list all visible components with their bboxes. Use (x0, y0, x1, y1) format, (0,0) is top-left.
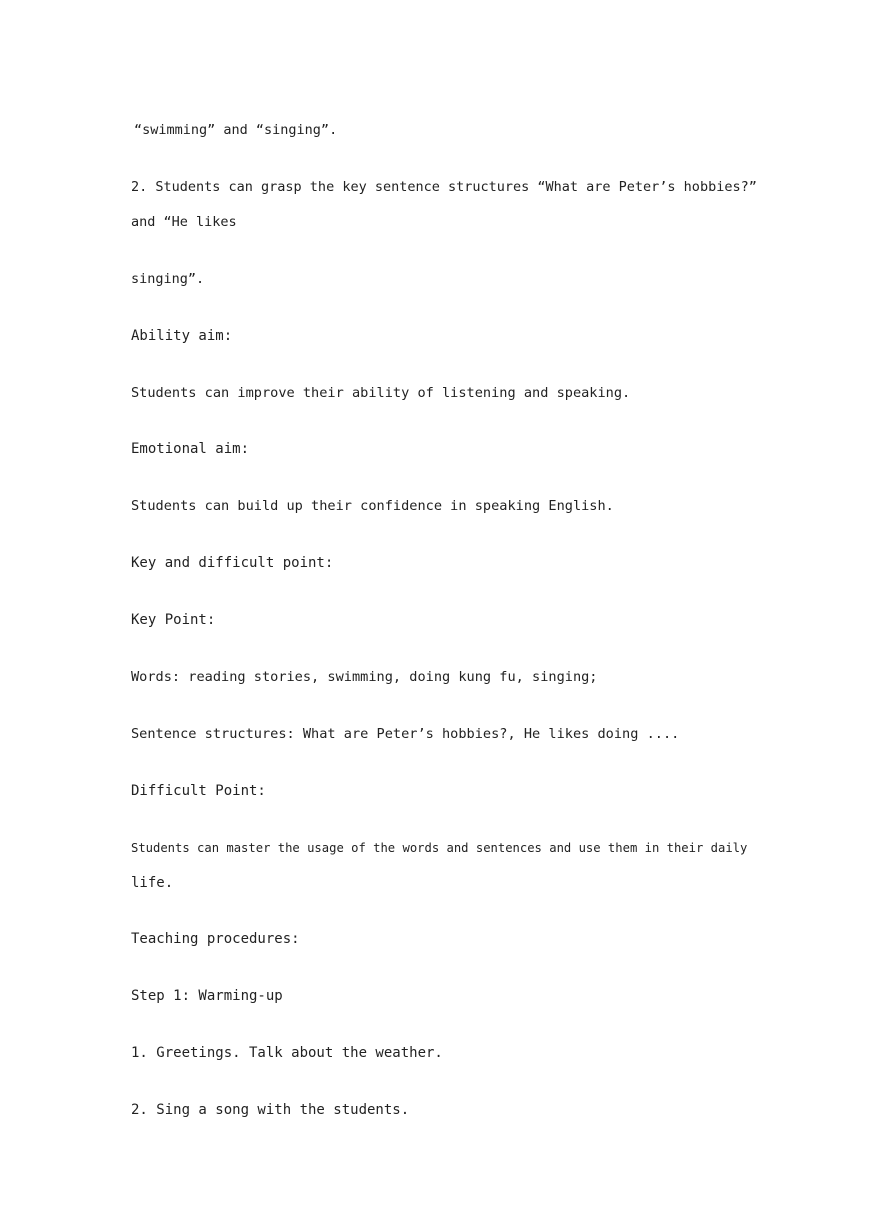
text-line-sing-song: 2. Sing a song with the students. (131, 1102, 410, 1118)
text-line-difficult: Students can master the usage of the words and sentences and use them in their daily (131, 841, 748, 855)
text-line-greetings: 1. Greetings. Talk about the weather. (131, 1045, 443, 1061)
heading-key-difficult: Key and difficult point: (131, 555, 334, 571)
text-line-aim-2-end: singing”. (131, 271, 205, 287)
heading-difficult-point: Difficult Point: (131, 783, 266, 799)
text-line-aim-2: 2. Students can grasp the key sentence structures “What are Peter’s hobbies?” (131, 179, 757, 195)
text-line-emotional: Students can build up their confidence in speaking English. (131, 498, 614, 514)
text-line-difficult-end: life. (131, 875, 174, 891)
text-line-aim-2-cont: and “He likes (131, 214, 237, 230)
heading-emotional-aim: Emotional aim: (131, 441, 250, 457)
heading-ability-aim: Ability aim: (131, 328, 233, 344)
text-line-sentence-structures: Sentence structures: What are Peter’s hobbies?, He likes doing .... (131, 726, 680, 742)
heading-teaching-procedures: Teaching procedures: (131, 931, 300, 947)
text-line-words: Words: reading stories, swimming, doing kung fu, singing; (131, 669, 598, 685)
text-line-ability: Students can improve their ability of listening and speaking. (131, 385, 631, 401)
heading-key-point: Key Point: (131, 612, 216, 628)
text-line-swimming-singing: “swimming” and “singing”. (134, 122, 338, 138)
heading-step-1: Step 1: Warming-up (131, 988, 283, 1004)
